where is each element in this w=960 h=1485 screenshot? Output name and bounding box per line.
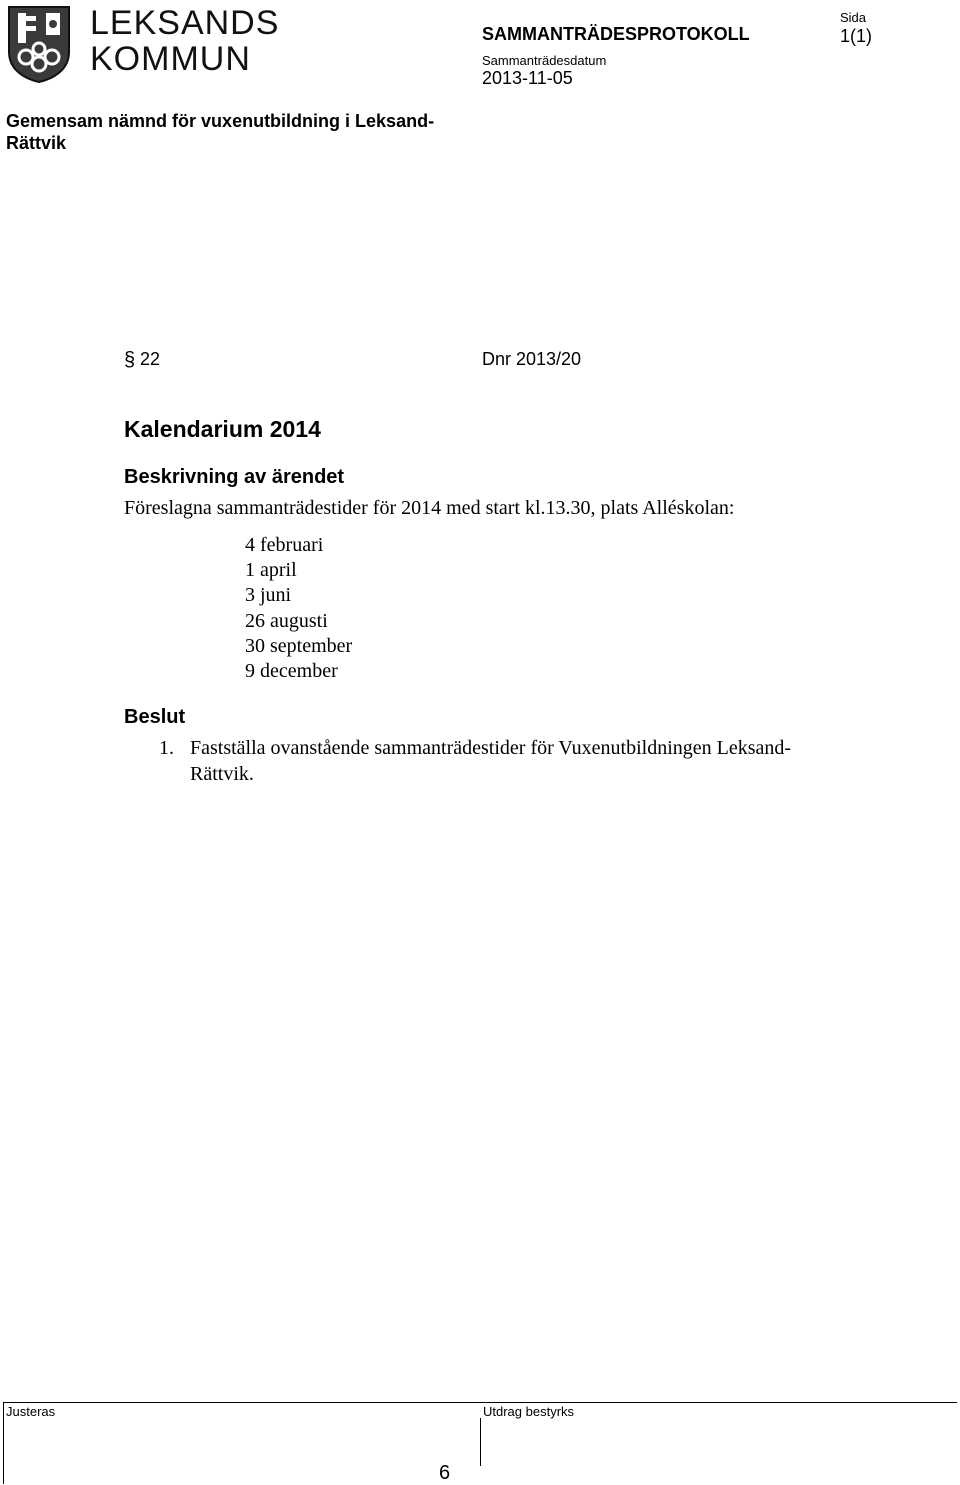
description-heading: Beskrivning av ärendet: [124, 466, 345, 488]
utdrag-bestyrks-label: Utdrag bestyrks: [483, 1404, 575, 1419]
page-number: 6: [439, 1462, 451, 1484]
justeras-label: Justeras: [6, 1404, 56, 1419]
meeting-date-item: 9 december: [245, 660, 338, 683]
meeting-date-item: 4 februari: [245, 534, 324, 556]
meeting-date-item: 26 augusti: [245, 609, 328, 632]
logo-text-kommun: KOMMUN: [90, 40, 251, 78]
meeting-date-item: 1 april: [245, 559, 297, 582]
decision-text: Fastställa ovanstående sammanträdestider för Vuxenutbildningen Leksand-Rättvik.: [190, 737, 792, 785]
description-text: Föreslagna sammanträdestider för 2014 med start kl.13.30, plats Alléskolan:: [124, 497, 735, 519]
paragraph-row: [124, 349, 824, 372]
page-label: Sida: [840, 10, 867, 25]
municipal-coat-of-arms-icon: [6, 4, 72, 84]
committee-name-line2: Rättvik: [6, 133, 67, 153]
meeting-date-item: 3 juni: [245, 584, 292, 607]
decision-heading: Beslut: [124, 706, 186, 728]
page-count: 1(1): [840, 26, 873, 46]
decision-number: 1.: [159, 737, 174, 759]
meeting-date-label: Sammanträdesdatum: [482, 53, 607, 68]
committee-name: [6, 110, 476, 154]
logo-text-leksands: LEKSANDS: [90, 4, 280, 42]
case-reference: Dnr 2013/20: [482, 349, 582, 369]
footer-divider: [3, 1402, 957, 1403]
paragraph-number: 22: [140, 349, 161, 369]
case-title: Kalendarium 2014: [124, 416, 321, 442]
meeting-date-item: 30 september: [245, 634, 353, 657]
paragraph-symbol: §: [124, 349, 136, 371]
committee-name-line1: Gemensam nämnd för vuxenutbildning i Leksand-: [6, 111, 435, 131]
signature-box-divider: [480, 1418, 481, 1466]
meeting-date-value: 2013-11-05: [482, 68, 573, 88]
document-title: SAMMANTRÄDESPROTOKOLL: [482, 24, 750, 44]
meeting-dates-list: [245, 533, 352, 684]
signature-box-border: [3, 1402, 4, 1484]
